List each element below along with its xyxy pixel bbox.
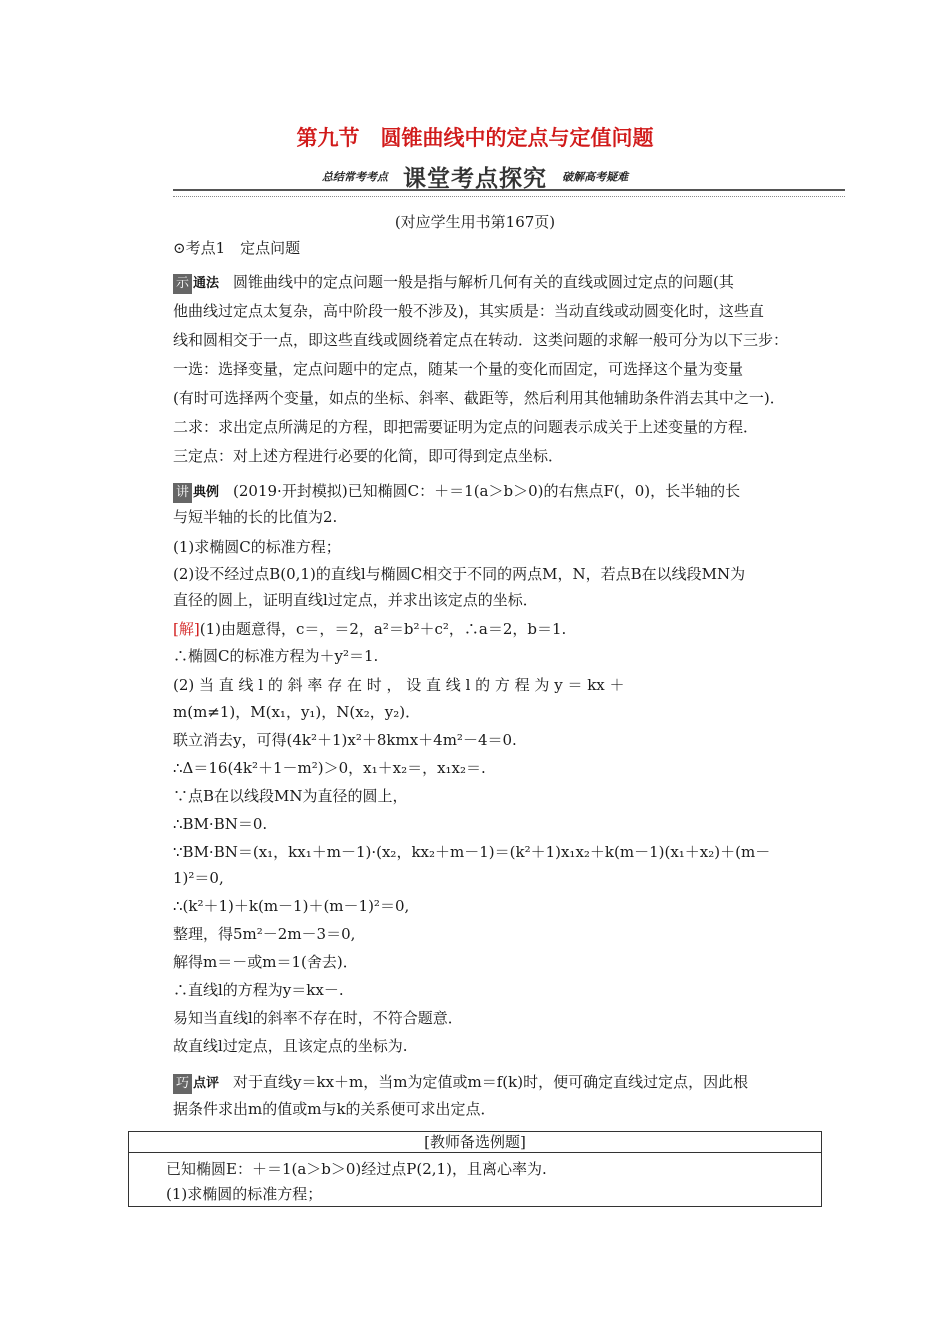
solution-line: ∴BM·BN＝0. [173, 815, 268, 833]
solution-line: ∴(k²＋1)＋k(m－1)＋(m－1)²＝0, [173, 897, 410, 915]
method-line: 他曲线过定点太复杂，高中阶段一般不涉及)，其实质是：当动直线或动圆变化时，这些直 [173, 302, 764, 320]
method-line: 线和圆相交于一点，即这些直线或圆绕着定点在转动．这类问题的求解一般可分为以下三步： [173, 331, 789, 349]
example-line: (2)设不经过点B(0,1)的直线l与椭圆C相交于不同的两点M，N，若点B在以线段MN为 [173, 565, 746, 583]
solution-line: 解得m＝－或m＝1(舍去)． [173, 953, 358, 971]
method-tag: 示 通法 [173, 274, 219, 294]
solution-line: 故直线l过定点，且该定点的坐标为. [173, 1037, 408, 1055]
teacher-box-divider [129, 1152, 821, 1153]
example-line: 直径的圆上，证明直线l过定点，并求出该定点的坐标． [173, 591, 538, 609]
solution-line: ∴Δ＝16(4k²＋1－m²)＞0，x₁＋x₂＝，x₁x₂＝. [173, 759, 486, 777]
teacher-example-box [128, 1131, 822, 1207]
solution-line: [解](1)由题意得，c＝，＝2，a²＝b²＋c²，∴a＝2，b＝1. [173, 620, 567, 638]
banner-right-text: 破解高考疑难 [562, 170, 629, 184]
section-heading: ⊙考点1 定点问题 [173, 239, 301, 257]
solution-line: 1)²＝0, [173, 869, 224, 887]
page-title: 第九节 圆锥曲线中的定点与定值问题 [296, 126, 654, 150]
banner-divider [173, 189, 845, 197]
method-line: 二求：求出定点所满足的方程，即把需要证明为定点的问题表示成关于上述变量的方程． [173, 418, 759, 436]
example-line: (1)求椭圆C的标准方程； [173, 538, 341, 556]
example-line: 与短半轴的长的比值为2. [173, 508, 338, 526]
comment-line: 据条件求出m的值或m与k的关系便可求出定点． [173, 1100, 496, 1118]
solution-line: ∴椭圆C的标准方程为＋y²＝1. [173, 647, 379, 665]
method-line: 示 通法 圆锥曲线中的定点问题一般是指与解析几何有关的直线或圆过定点的问题(其 [173, 272, 734, 294]
comment-line: 巧 点评 对于直线y＝kx＋m，当m为定值或m＝f(k)时，便可确定直线过定点，因此根 [173, 1072, 748, 1094]
teacher-box-header: [教师备选例题] [424, 1133, 526, 1151]
method-line: 一选：选择变量，定点问题中的定点，随某一个量的变化而固定，可选择这个量为变量 [173, 360, 744, 378]
solution-line: (2) 当 直 线 l 的 斜 率 存 在 时 ， 设 直 线 l 的 方 程 为 y ＝ kx ＋ [173, 676, 625, 694]
solution-line: 联立消去y，可得(4k²＋1)x²＋8kmx＋4m²－4＝0. [173, 731, 517, 749]
example-line: 讲 典例 (2019·开封模拟)已知椭圆C：＋＝1(a＞b＞0)的右焦点F(，0)，长半轴的长 [173, 481, 740, 503]
solution-line: ∵点B在以线段MN为直径的圆上， [173, 787, 408, 805]
solution-line: ∴直线l的方程为y＝kx－. [173, 981, 344, 999]
solution-label: [解] [173, 620, 200, 638]
banner-title: 课堂考点探究 [403, 166, 547, 192]
solution-line: m(m≠1)，M(x₁，y₁)，N(x₂，y₂)． [173, 703, 421, 721]
method-line: 三定点：对上述方程进行必要的化简，即可得到定点坐标． [173, 447, 564, 465]
page-reference: (对应学生用书第167页) [394, 213, 556, 231]
banner-left-text: 总结常考考点 [321, 170, 388, 184]
comment-tag: 巧 点评 [173, 1074, 219, 1094]
example-tag: 讲 典例 [173, 483, 219, 503]
teacher-box-line: 已知椭圆E：＋＝1(a＞b＞0)经过点P(2,1)，且离心率为. [166, 1160, 547, 1178]
solution-line: 易知当直线l的斜率不存在时，不符合题意． [173, 1009, 463, 1027]
solution-line: ∵BM·BN＝(x₁，kx₁＋m－1)·(x₂，kx₂＋m－1)＝(k²＋1)x₁x₂＋k(m－1)(x₁＋x₂)＋(m－ [173, 843, 771, 861]
teacher-box-line: (1)求椭圆的标准方程； [166, 1185, 323, 1203]
solution-line: 整理，得5m²－2m－3＝0, [173, 925, 356, 943]
method-line: (有时可选择两个变量，如点的坐标、斜率、截距等，然后利用其他辅助条件消去其中之一)． [173, 389, 785, 407]
